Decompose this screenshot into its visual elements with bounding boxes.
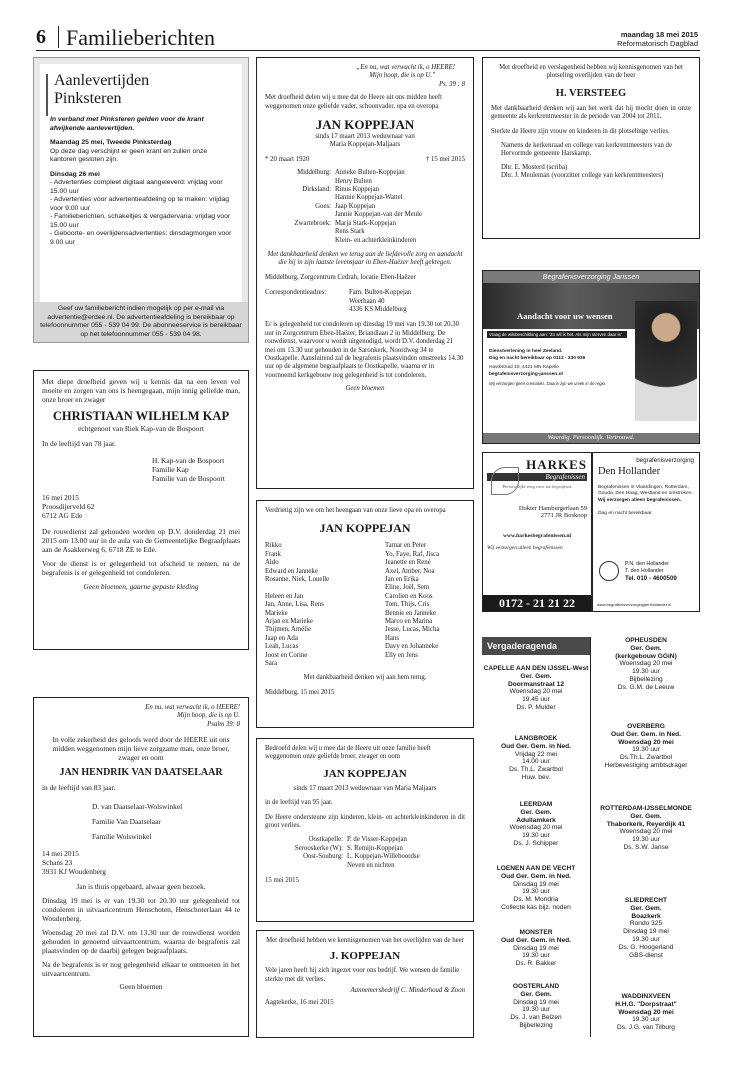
grandchild-name: Hans <box>385 634 399 642</box>
place-line: Middelburg, 15 mei 2015 <box>265 688 335 696</box>
signatory-intro: Namens de kerkenraad en college van kerkrentmeesters van de Hervormde gemeente Harskamp, <box>501 142 672 158</box>
ad-question: Vraag de wilsbeschikking aan: 'Zo wil ik het. Als mijn sterven daar is' <box>487 331 627 338</box>
agenda-entry <box>482 735 590 782</box>
family-name: Familie Wolswinkel <box>92 832 152 842</box>
verse-line: Mijn hoop, die is op U." <box>369 72 435 80</box>
family-name: Familie Van Daatselaar <box>92 817 161 827</box>
header-rule <box>36 50 700 51</box>
obituary-intro: Met droefheid hebben we kennisgenomen van het overlijden van de heer <box>266 937 464 944</box>
agenda-line: Ds. M. Mondria <box>513 896 559 904</box>
ad-line: Dag en nacht bereikbaar. <box>598 511 653 517</box>
ad-title: Begrafenisverzorging Janssen <box>483 271 699 283</box>
notice-title-line2: Pinksteren <box>54 90 122 107</box>
director-photo <box>635 301 697 421</box>
grandchild-name: Axel, Amber, Noa <box>385 567 435 575</box>
obituary-intro: Met diepe droefheid geven wij u kennis dat na een leven vol moeite en zorgen van ons is heengegaan, mijn innig geliefde man, onze broer en zwager <box>42 377 240 404</box>
grandchild-name: Thijmen, Amélie <box>265 626 312 634</box>
agenda-place: MONSTER <box>519 929 553 936</box>
agenda-entry <box>482 665 590 712</box>
agenda-line: Herbevestiging ambtsdrager <box>604 761 688 769</box>
family-member: Neven en nichten <box>347 861 395 869</box>
deceased-age: in de leeftijd van 95 jaar. <box>265 799 333 807</box>
deceased-name: JAN HENDRIK VAN DAATSELAAR <box>59 767 223 779</box>
grandchild-name <box>265 584 385 592</box>
address-line: 4336 KS Middelburg <box>349 305 407 313</box>
agenda-line: Ds. P. Mulder <box>516 703 556 711</box>
family-place: Oost-Souburg: <box>303 853 343 861</box>
notice-date: 16 mei 2015 <box>42 493 79 502</box>
family-row <box>265 228 465 236</box>
agenda-line: GBS-dienst <box>629 951 663 959</box>
ad-brand: Den Hollander <box>598 466 661 477</box>
family-row <box>265 203 465 211</box>
family-row <box>265 178 465 186</box>
ad-phone: 0172 - 21 21 22 <box>483 595 591 611</box>
ad-website: www.harkesbegrafenissen.nl <box>502 533 572 539</box>
agenda-line: Woensdag 20 mei <box>618 738 674 746</box>
agenda-line: Bijbellezing <box>629 675 663 683</box>
obituary-intro: Met droefheid delen wij u mee dat de Heere uit ons midden heeft weggenomen onze geliefde vader, schoonvader, opa en overopa <box>265 94 443 110</box>
notice-day2: Dinsdag 26 mei <box>50 170 100 178</box>
comfort-note: Sterkte de Heere zijn vrouw en kinderen in dit plotselinge verlies. <box>491 127 670 135</box>
obituary-koppejan-company <box>256 930 474 1038</box>
ad-brand: HARKES <box>526 457 587 472</box>
address-line: Schans 23 <box>42 858 73 868</box>
obituary-intro: Met droefheid en verslagenheid hebben wij kennisgenomen van het plotseling overlijden van de heer <box>499 64 683 80</box>
ad-slogan: Waardig. Persoonlijk. Vertrouwd. <box>483 433 699 443</box>
agenda-line: Boazkerk <box>631 912 661 920</box>
address-line: Dokter Hamburgerlaan 59 <box>518 505 587 512</box>
obituary-kap <box>33 370 249 650</box>
family-member: Klein- en achterkleinkinderen <box>335 236 417 244</box>
newspaper-name: Reformatorisch Dagblad <box>617 39 698 48</box>
ad-line: Havikstruid 10, 4421 MN Kapelle <box>489 365 559 370</box>
obituary-intro: Verdrietig zijn we om het heengaan van onze lieve opa en overopa <box>265 507 446 514</box>
correspondence-label: Correspondentieadres: <box>265 289 327 297</box>
agenda-line: Oud Ger. Gem. in Ned. <box>501 742 571 750</box>
service-info: Woensdag 20 mei zal D.V. om 13.30 uur de rouwdienst worden gehouden in genoemd uitvaartcentrum, waarna de begrafenis zal plaatsvinden op de daarbij gelegen begraafplaats. <box>42 928 240 956</box>
notice-title-line1: Aanlevertijden <box>54 72 150 89</box>
grandchild-name: Marieke <box>265 609 288 617</box>
widower-line: sinds 17 maart 2013 weduwnaar van <box>315 133 415 141</box>
agenda-place: SLIEDRECHT <box>624 897 668 904</box>
family-member: Jannie Koppejan-van der Meule <box>335 211 423 219</box>
agenda-line: Woensdag 20 mei <box>618 1008 674 1016</box>
agenda-title: Vergaderagenda <box>482 637 590 655</box>
place-line: Aagtekerke, 16 mei 2015 <box>265 998 334 1006</box>
agenda-line: (kerkgebouw GGiN) <box>615 652 677 660</box>
family-row <box>265 853 465 861</box>
closing-note: Geen bloemen <box>119 982 163 992</box>
agenda-line: 19.45 uur <box>522 696 550 704</box>
verse-reference: Psalm 39: 8 <box>207 720 240 728</box>
agenda-line: 19.30 uur <box>632 668 660 676</box>
family-place <box>265 194 335 202</box>
ad-brand-sub: Begrafenissen <box>487 473 587 481</box>
agenda-line: Ds.Th.L. Zwartbol <box>619 754 673 762</box>
agenda-line: Bijbellezing <box>519 1021 553 1029</box>
deceased-name: JAN KOPPEJAN <box>323 767 407 780</box>
family-member: L. Koppejan-Willeboordse <box>347 853 420 861</box>
agenda-place: OVERBERG <box>627 723 665 730</box>
birth-date: * 20 maart 1920 <box>265 155 310 163</box>
service-info: Er is gelegenheid tot condoleren op dinsdag 19 mei van 19.30 tot 20.30 uur in Zorgcentrum Eben-Haëzer, Briandlaan 2 in Middelburg. De rouwdienst, waarvoor u wordt uitgenodigd, wordt D.V. donderdag 21 mei om 13.30 uur gehouden in de Saronkerk, Noordweg 34 te Oostkapelle. Aansluitend zal de begrafenis plaatsvinden omstreeks 14.30 uur op de algemene begraafplaats te Oostkapelle, waarna er in voornoemd kerkgebouw nog gelegenheid is tot condoleren. <box>265 321 464 379</box>
agenda-line: 14.00 uur <box>522 758 550 766</box>
ad-tagline: Aandacht voor uw wensen <box>517 311 613 321</box>
grandchild-name: Davy en Johanneke <box>385 643 439 651</box>
agenda-entry <box>592 805 700 852</box>
tribute-text: Met dankbaarheid denken wij aan het werk dat hij mocht doen in onze gemeente als kerkrentmeester in de periode van 2004 tot 2011. <box>491 104 691 121</box>
ad-line: Dienstverlening in heel Zeeland. <box>489 349 563 354</box>
agenda-line: H.H.G. "Dorpstraat" <box>615 1000 677 1008</box>
agenda-line: Rondo 325 <box>629 920 663 928</box>
agenda-line: Oud Ger. Gem. in Ned. <box>501 872 571 880</box>
notice-accent-bar <box>46 74 48 116</box>
agenda-line: Collecte kas bijz. noden <box>501 903 571 911</box>
family-member: Marja Stark-Koppejan <box>335 219 396 227</box>
ad-line: Dag en nacht bereikbaar op 0113 - 330 936 <box>489 355 586 361</box>
agenda-line: Oud Ger. Gem. in Ned. <box>611 730 681 738</box>
family-row <box>265 186 465 194</box>
family-place <box>265 237 335 245</box>
grandchild-name: Jan en Erika <box>385 576 419 584</box>
grandchild-name: Eline, Joël, Sem <box>385 584 430 592</box>
comfort-note: De Heere ondersteune zijn kinderen, klein- en achterkleinkinderen in dit groot verlies. <box>265 813 465 830</box>
family-member: P. de Visser-Koppejan <box>347 836 407 844</box>
agenda-entry <box>592 993 700 1032</box>
agenda-line: Huw. bev. <box>521 773 551 781</box>
agenda-line: Ger. Gem. <box>520 672 552 680</box>
notice-day1: Maandag 25 mei, Tweede Pinksterdag <box>50 139 172 146</box>
agenda-line: Ds. G.M. de Leeuw <box>617 683 675 691</box>
obituary-intro: Bedroefd delen wij u mee dat de Heere uit onze familie heeft weggenomen onze geliefde broer, zwager en oom <box>265 745 431 761</box>
deceased-name: J. KOPPEJAN <box>329 950 401 963</box>
agenda-place: ROTTERDAM-IJSSELMONDE <box>600 805 692 812</box>
service-info: De rouwdienst zal gehouden worden op D.V. donderdag 21 mei 2015 om 13.00 uur in de aula van de Gemeentelijke Begraafplaats aan de Asakkerweg 6, 6718 ZE te Ede. <box>42 527 240 554</box>
family-member: S. Remijn-Koppejan <box>347 844 403 852</box>
grandchild-name: Frank <box>265 550 281 558</box>
grandchild-name: Sara <box>265 660 278 668</box>
agenda-line: Woensdag 20 mei <box>619 828 673 836</box>
agenda-line: Adullamkerk <box>516 816 556 824</box>
agenda-line: Ds. R. Bakker <box>515 960 557 968</box>
header-divider <box>58 26 59 48</box>
issue-date: maandag 18 mei 2015 <box>620 30 698 39</box>
notice-day1-text: Op deze dag verschijnt er geen krant en zullen onze kantoren gesloten zijn. <box>50 147 208 163</box>
page-number: 6 <box>36 26 46 48</box>
grandchild-name: Heleen en Jan <box>265 592 304 600</box>
ad-website: www.begrafenisverzorgingdenhollander.nl <box>597 602 672 607</box>
closing-note: Geen bloemen <box>345 385 385 393</box>
family-name: H. Kap-van de Bospoort <box>152 456 225 465</box>
ad-website: begrafenisverzorging-janssen.nl <box>489 371 563 377</box>
notice-footer: Geef uw familiebericht indien mogelijk op per e-mail via advertentie@erdee.nl. De advertentieafdeling is bereikbaar op telefoonnummer 055 - 539 04 99. De abonneeservice is bereikbaar op het telefoonnummer 055 - 539 04 98. <box>34 302 248 342</box>
notice-date: 14 mei 2015 <box>42 849 79 859</box>
grandchild-name: Tamar en Peter <box>385 542 427 550</box>
family-row <box>265 194 465 202</box>
deceased-age: in de leeftijd van 83 jaar. <box>42 783 116 793</box>
meeting-agenda <box>482 637 700 1047</box>
family-row <box>265 211 465 219</box>
agenda-line: Woensdag 20 mei <box>509 688 563 696</box>
agenda-line: Doormanstraat 12 <box>507 680 565 688</box>
agenda-line: Woensdag 20 mei <box>509 824 563 832</box>
address-line: 2771 JR Boskoop <box>540 512 587 519</box>
ad-line: Wij verzorgen geen crematies. Daarin zijn we uniek in de regio. <box>489 381 607 386</box>
family-list <box>265 169 465 245</box>
address-line: 6712 AG Ede <box>42 511 83 520</box>
address-line: Weerhaan 40 <box>349 297 385 305</box>
deceased-name: JAN KOPPEJAN <box>315 117 415 133</box>
family-name: Familie van de Bospoort <box>152 474 225 483</box>
family-place <box>265 228 335 236</box>
agenda-line: 19.30 uur <box>522 832 550 840</box>
ad-janssen <box>482 270 700 444</box>
ad-line: Begrafenissen in Vlaardingen, Rotterdam, Gouda, Den Haag, Westland en omstreken. <box>598 485 693 497</box>
agenda-line: Ds. Th.L. Zwartbol <box>509 766 563 774</box>
thanks-note: Met dankbaarheid denken we terug aan de liefdevolle zorg en aandacht die hij in zijn laatste levensjaar in Eben-Haëzer heeft gekregen. <box>267 250 463 267</box>
closing-note: Geen bloemen, gaarne gepaste kleding <box>83 582 199 591</box>
ad-top-label: begrafenisverzorging <box>636 457 694 464</box>
agenda-line: Thaborkerk, Reyerdijk 41 <box>606 820 686 828</box>
dh-logo <box>599 561 619 581</box>
family-place <box>265 211 335 219</box>
family-name: Familie Kap <box>152 465 189 474</box>
notice-bullet: - Advertenties compleet digitaal aangeleverd: vrijdag voor 15.00 uur <box>50 179 223 195</box>
grandchild-name: Joost en Corine <box>265 651 308 659</box>
family-member: Rens Stark <box>335 228 365 236</box>
obituary-intro: In volle zekerheid des geloofs werd door de HEERE uit ons midden weggenomen mijn lieve zorgzame man, onze broer, zwager en oom <box>52 735 230 763</box>
family-place: Oostkapelle: <box>308 836 343 844</box>
agenda-line: Ger. Gem. <box>630 644 662 652</box>
family-row <box>265 169 465 177</box>
agenda-line: Dinsdag 19 mei <box>513 880 559 888</box>
agenda-entry <box>482 929 590 968</box>
place-line: Middelburg, Zorgcentrum Cedrah, locatie Eben-Haëzer <box>265 273 416 281</box>
grandchild-name: Aldo <box>265 559 279 567</box>
family-row <box>265 862 465 870</box>
agenda-divider <box>590 637 591 1037</box>
agenda-entry <box>482 865 590 912</box>
tribute-text: Vele jaren heeft hij zich ingezet voor ons bedrijf. We wensen de familie sterkte met dit verlies. <box>265 967 460 983</box>
agenda-line: 19.30 uur <box>632 746 660 754</box>
signature: Dhr. J. Meuleman (voorzitter college van kerkrentmeesters) <box>501 172 664 180</box>
family-place <box>265 178 335 186</box>
agenda-place: WADDINXVEEN <box>621 993 671 1000</box>
family-row <box>265 845 465 853</box>
agenda-place: LEERDAM <box>519 801 553 808</box>
grandchild-name: Edward en Janneke <box>265 567 318 575</box>
agenda-line: Dinsdag 19 mei <box>623 928 669 936</box>
family-list <box>265 836 465 870</box>
family-member: Hannie Koppejan-Wattel <box>335 194 403 202</box>
agenda-line: 19.30 uur <box>522 952 550 960</box>
family-place: Dirksland: <box>302 186 331 194</box>
family-name: D. van Daatselaar-Wolswinkel <box>92 802 183 812</box>
agenda-line: Ds. S.W. Janse <box>623 843 669 851</box>
leaf-logo <box>491 467 519 495</box>
grandchild-name: Marco en Marina <box>385 618 433 626</box>
address-line: 3931 KJ Woudenberg <box>42 867 106 877</box>
section-title: Familieberichten <box>66 25 216 50</box>
notice-date: 15 mei 2015 <box>265 877 299 885</box>
thanks-note: Met dankbaarheid denken wij aan hem terug. <box>303 674 427 682</box>
agenda-line: 19.30 uur <box>522 888 550 896</box>
ad-note: Wij verzorgen alleen begrafenissen <box>487 545 563 551</box>
agenda-line: 19.30 uur <box>522 1006 550 1014</box>
family-row <box>265 220 465 228</box>
verse-line: Mijn hoop, die is op U. <box>177 712 240 720</box>
director-name: P.N. den Hollander <box>625 561 670 567</box>
obituary-koppejan-siblings <box>256 738 474 922</box>
family-member: Jaap Koppejan <box>335 202 376 210</box>
deceased-name: CHRISTIAAN WILHELM KAP <box>52 409 230 423</box>
signature: Dhr. E. Mosterd (scriba) <box>501 163 568 171</box>
family-row <box>265 836 465 844</box>
ad-harkes <box>482 452 592 612</box>
death-date: † 15 mei 2015 <box>425 155 465 163</box>
deceased-name: JAN KOPPEJAN <box>319 521 411 536</box>
ad-tagline: Persoonlijke zorg voor uw begrafenis <box>502 484 572 489</box>
grandchild-name: Tom, Thijs, Cris <box>385 601 430 609</box>
agenda-line: 19.30 uur <box>632 935 660 943</box>
grandchild-name: Elly en Jens <box>385 651 418 659</box>
agenda-entry <box>482 801 590 848</box>
grandchild-name: Jan, Anne, Lisa, Rens <box>265 601 324 609</box>
family-member: Henry Bulten <box>335 177 372 185</box>
verse-line: En nu, wat verwacht ik, o HEERE! <box>145 704 240 711</box>
grandchild-name: Bennie en Janneke <box>385 609 436 617</box>
gathering-info: Na de begrafenis is er nog gelegenheid elkaar te ontmoeten in het uitvaartcentrum. <box>42 960 240 979</box>
ad-den-hollander <box>592 452 700 612</box>
grandchild-name: Yo, Faye, Raf, Jisca <box>385 550 440 558</box>
grandchild-name: Rikko <box>265 542 282 550</box>
agenda-entry <box>592 637 700 692</box>
agenda-line: Dinsdag 19 mei <box>513 998 559 1006</box>
agenda-line: 19.30 uur <box>632 1016 660 1024</box>
deceased-spouse: echtgenoot van Riek Kap-van de Bospoort <box>78 424 204 433</box>
condolence-info: Voor de dienst is er gelegenheid tot afscheid te nemen, na de begrafenis is er gelegenheid tot condoleren. <box>42 559 240 577</box>
agenda-line: Vrijdag 22 mei <box>515 750 557 758</box>
notice-bullet: - Familieberichten, schakeltjes & vergadervaria: vrijdag voor 15.00 uur <box>50 213 231 229</box>
agenda-line: Ger. Gem. <box>630 904 662 912</box>
obituary-daatselaar <box>33 697 249 1037</box>
agenda-entry <box>482 983 590 1030</box>
agenda-line: Ger. Gem. <box>520 808 552 816</box>
agenda-line: Oud Ger. Gem. in Ned. <box>501 936 571 944</box>
agenda-place: OOSTERLAND <box>512 983 560 990</box>
agenda-place: CAPELLE AAN DEN IJSSEL-West <box>483 665 589 672</box>
notice-bullet: - Advertenties voor advertentieafdeling op te maken: vrijdag voor 9.00 uur <box>50 196 230 212</box>
agenda-line: 19.30 uur <box>632 836 660 844</box>
family-place: Serooskerke (W): <box>294 844 343 852</box>
agenda-line: Woensdag 20 mei <box>619 660 673 668</box>
pinksteren-notice <box>33 57 249 343</box>
grandchild-name: Jesse, Lucas, Micha <box>385 626 440 634</box>
agenda-place: LOENEN AAN DE VECHT <box>496 865 576 872</box>
agenda-line: Ds. J.G. van Tilburg <box>617 1024 675 1032</box>
family-member: Rinus Koppejan <box>335 186 379 194</box>
signature: Aannemersbedrijf C. Minderhoud & Zoon <box>350 987 465 995</box>
grandchild-name: Rosanne, Niek, Louelle <box>265 576 330 584</box>
agenda-place: OPHEUSDEN <box>625 637 667 644</box>
agenda-entry <box>592 723 700 770</box>
obituary-versteeg <box>482 57 700 239</box>
grandchildren-column <box>265 542 385 668</box>
ad-line: Wij verzorgen alleen begrafenissen. <box>598 497 682 503</box>
grandchild-name: Jeanette en René <box>385 559 431 567</box>
verse-reference: Ps. 39 : 8 <box>438 80 465 88</box>
grandchild-name: Jaap en Ada <box>265 634 298 642</box>
ad-phone: Tel. 010 - 4600509 <box>625 575 677 582</box>
family-place: Middelburg: <box>297 169 331 177</box>
deceased-age: In de leeftijd van 78 jaar. <box>42 439 116 448</box>
agenda-line: Dinsdag 19 mei <box>513 944 559 952</box>
address-line: Fam. Bulten-Koppejan <box>349 289 412 297</box>
director-name: T. den Hollander <box>625 568 664 574</box>
agenda-entry <box>592 897 700 959</box>
condolence-info: Dinsdag 19 mei is er van 19.30 tot 20.30 uur gelegenheid tot condoleren in uitvaartcentrum Henschoten, Henschoterlaan 44 te Woudenberg. <box>42 896 240 924</box>
notice-intro: In verband met Pinksteren gelden voor de krant afwijkende aanlevertijden. <box>50 116 204 132</box>
address-line: Proosdijerveld 62 <box>42 502 95 511</box>
family-place: Goes: <box>315 202 331 210</box>
family-row <box>265 237 465 245</box>
widower-line: sinds 17 maart 2013 weduwnaar van Maria Maljaars <box>293 784 437 792</box>
family-place <box>265 862 347 870</box>
agenda-line: Ds. J. Schipper <box>513 839 559 847</box>
family-member: Anneke Bulten-Koppejan <box>335 169 405 177</box>
agenda-line: Ds. J. van Belzen <box>510 1014 562 1022</box>
deceased-name: H. VERSTEEG <box>555 87 627 99</box>
obituary-koppejan-family <box>256 57 474 489</box>
grandchildren-column <box>385 542 439 668</box>
notice-bullet: - Geboorte- en overlijdensadvertenties: dinsdagmorgen voor 9.00 uur <box>50 230 232 246</box>
grandchild-name: Arjan en Marieke <box>265 618 313 626</box>
grandchild-name: Carolien en Koos <box>385 592 433 600</box>
family-place: Zwartebroek: <box>294 219 331 227</box>
agenda-place: LANGBROEK <box>514 735 558 742</box>
agenda-line: Ger. Gem. <box>520 990 552 998</box>
obituary-koppejan-grandchildren <box>256 500 474 728</box>
grandchild-name: Leah, Lucas <box>265 643 299 651</box>
verse-line: „En nu, wat verwacht ik, o HEERE! <box>356 64 455 71</box>
viewing-info: Jan is thuis opgebaard, alwaar geen bezoek. <box>76 882 206 892</box>
agenda-line: Ger. Gem. <box>630 812 662 820</box>
agenda-line: Ds. G. Hoogerland <box>618 943 674 951</box>
widower-line: Maria Koppejan-Maljaars <box>329 141 401 149</box>
